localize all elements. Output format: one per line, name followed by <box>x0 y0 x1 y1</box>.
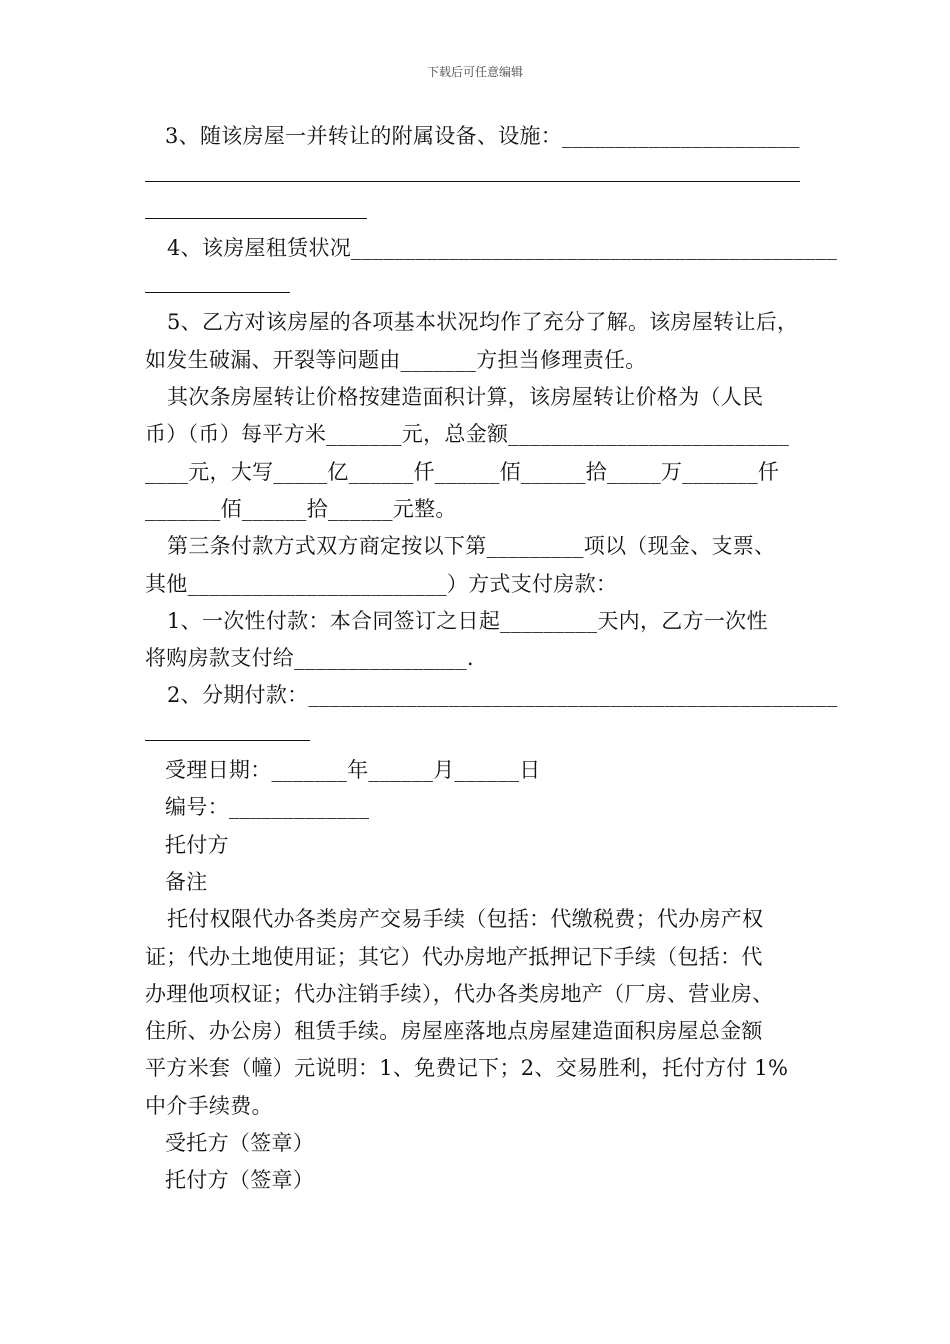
remarks-text: 中介手续费。 <box>145 1093 273 1118</box>
remarks-text: 托付权限代办各类房产交易手续（包括：代缴税费；代办房产权 <box>167 907 764 932</box>
clause-5-condition: 5、乙方对该房屋的各项基本状况均作了充分了解。该房屋转让后， <box>167 310 799 335</box>
price-in-words-cont: _______佰______拾______元整。 <box>145 496 457 521</box>
fill-in-blank-line <box>145 715 810 752</box>
fill-in-blank-line <box>145 155 810 192</box>
remarks-text: 办理他项权证；代办注销手续），代办各类房地产（厂房、营业房、 <box>145 981 774 1006</box>
price-per-sqm: 币）（币）每平方米_______元，总金额__________________________ <box>145 422 790 447</box>
installment-payment: 2、分期付款：_________________________________________________ <box>167 683 838 708</box>
remarks-text: 住所、办公房）租赁手续。房屋座落地点房屋建造面积房屋总金额 <box>145 1019 763 1044</box>
page-header-note: 下载后可任意编辑 <box>426 65 523 79</box>
clause-4-lease-status: 4、该房屋租赁状况_____________________________________________ <box>167 235 838 260</box>
remarks-label: 备注 <box>165 869 208 894</box>
acceptance-date: 受理日期：_______年______月______日 <box>165 758 541 783</box>
remarks-text: 证；代办土地使用证；其它）代办房地产抵押记下手续（包括：代 <box>145 944 763 969</box>
lump-sum-payment: 1、一次性付款：本合同签订之日起_________天内，乙方一次性 <box>167 608 768 633</box>
principal-signature: 托付方（签章） <box>165 1168 315 1193</box>
lump-sum-payee: 将购房款支付给________________. <box>145 646 474 671</box>
fill-in-blank-line <box>145 193 810 230</box>
price-in-words: ____元，大写_____亿______仟______佰______拾_____万_______仟 <box>145 459 780 484</box>
clause-3-fixtures: 3、随该房屋一并转让的附属设备、设施：______________________ <box>165 124 800 148</box>
fill-in-blank-line <box>145 267 810 304</box>
principal-label: 托付方 <box>165 832 229 857</box>
document-body <box>145 118 838 1200</box>
article-3-payment: 第三条付款方式双方商定按以下第_________项以（现金、支票、 <box>167 534 776 559</box>
article-2-price: 其次条房屋转让价格按建造面积计算，该房屋转让价格为（人民 <box>167 385 764 410</box>
clause-5-repair: 如发生破漏、开裂等问题由_______方担当修理责任。 <box>145 347 647 372</box>
remarks-text: 平方米套（幢）元说明：1、免费记下；2、交易胜利，托付方付 1% <box>145 1056 789 1081</box>
serial-number: 编号：_____________ <box>165 795 370 820</box>
agent-signature: 受托方（签章） <box>165 1131 315 1156</box>
payment-method: 其他________________________）方式支付房款： <box>145 571 618 596</box>
